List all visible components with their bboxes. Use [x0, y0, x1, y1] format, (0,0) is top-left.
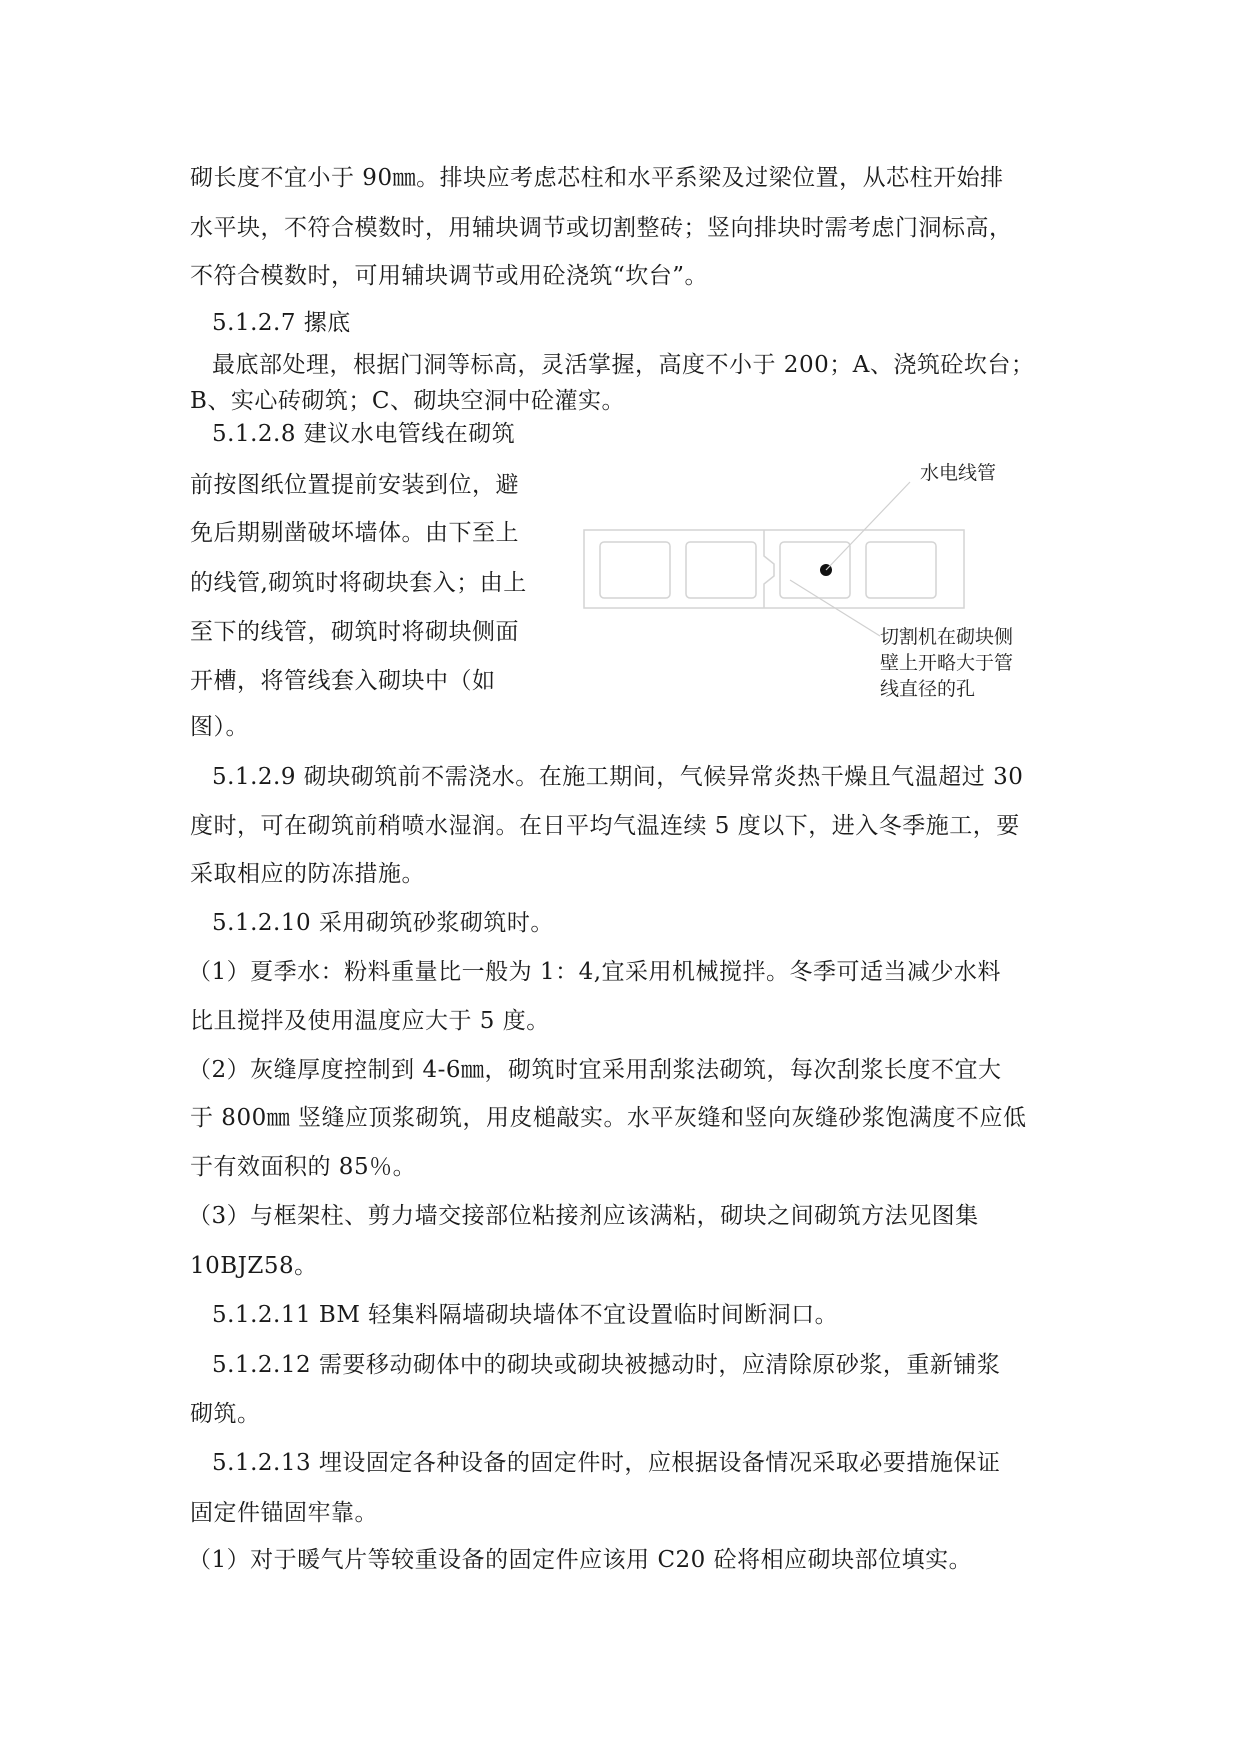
block-joint — [764, 530, 774, 608]
paragraph-line: 最底部处理，根据门洞等标高，灵活掌握，高度不小于 200；A、浇筑砼坎台； — [212, 352, 1035, 378]
list-item-line: （3）与框架柱、剪力墙交接部位粘接剂应该满粘，砌块之间砌筑方法见图集 — [188, 1203, 979, 1229]
paragraph-line: 的线管,砌筑时将砌块套入；由上 — [190, 570, 527, 596]
block-conduit-figure — [580, 460, 1060, 720]
paragraph-line: 免后期剔凿破坏墙体。由下至上 — [190, 520, 519, 546]
paragraph-line: 至下的线管，砌筑时将砌块侧面 — [190, 619, 519, 645]
list-item-line: （1）夏季水：粉料重量比一般为 1：4,宜采用机械搅拌。冬季可适当减少水料 — [188, 959, 1002, 985]
paragraph-line: 于 800㎜ 竖缝应顶浆砌筑，用皮槌敲实。水平灰缝和竖向灰缝砂浆饱满度不应低 — [190, 1105, 1027, 1131]
section-heading-5-1-2-10: 5.1.2.10 采用砌筑砂浆砌筑时。 — [212, 910, 554, 936]
block-diagram — [580, 460, 1060, 720]
block-cell — [866, 542, 936, 598]
paragraph-line: 砌筑。 — [190, 1401, 261, 1427]
section-heading-5-1-2-9: 5.1.2.9 砌块砌筑前不需浇水。在施工期间，气候异常炎热干燥且气温超过 30 — [212, 764, 1024, 790]
paragraph-line: 前按图纸位置提前安装到位，避 — [190, 472, 519, 498]
section-heading-5-1-2-7: 5.1.2.7 摞底 — [212, 310, 351, 336]
paragraph-line: 开槽，将管线套入砌块中（如 — [190, 668, 496, 694]
list-item-line: （1）对于暖气片等较重设备的固定件应该用 C20 砼将相应砌块部位填实。 — [188, 1547, 973, 1573]
paragraph-line: 不符合模数时，可用辅块调节或用砼浇筑“坎台”。 — [190, 263, 709, 289]
paragraph-line: 度时，可在砌筑前稍喷水湿润。在日平均气温连续 5 度以下，进入冬季施工，要 — [190, 813, 1020, 839]
section-heading-5-1-2-12: 5.1.2.12 需要移动砌体中的砌块或砌块被撼动时，应清除原砂浆，重新铺浆 — [212, 1352, 1001, 1378]
block-cell — [686, 542, 756, 598]
leader-line-top — [826, 482, 910, 570]
paragraph-line: 10BJZ58。 — [190, 1253, 318, 1279]
figure-label-hole: 线直径的孔 — [880, 678, 976, 700]
paragraph-line: 砌长度不宜小于 90㎜。排块应考虑芯柱和水平系梁及过梁位置，从芯柱开始排 — [190, 165, 1004, 191]
section-heading-5-1-2-8: 5.1.2.8 建议水电管线在砌筑 — [212, 421, 516, 447]
paragraph-line: 固定件锚固牢靠。 — [190, 1500, 378, 1526]
paragraph-line: 水平块，不符合模数时，用辅块调节或切割整砖；竖向排块时需考虑门洞标高， — [190, 215, 1013, 241]
block-cell — [780, 542, 850, 598]
paragraph-line: 比且搅拌及使用温度应大于 5 度。 — [190, 1008, 550, 1034]
paragraph-line: 于有效面积的 85％。 — [190, 1154, 417, 1180]
paragraph-line: 采取相应的防冻措施。 — [190, 861, 425, 887]
block-cell — [600, 542, 670, 598]
figure-label-hole: 壁上开略大于管 — [880, 652, 1014, 674]
paragraph-line: B、实心砖砌筑；C、砌块空洞中砼灌实。 — [190, 388, 625, 414]
paragraph-line: 图）。 — [190, 714, 249, 740]
figure-label-hole: 切割机在砌块侧 — [880, 626, 1014, 648]
figure-label-conduit: 水电线管 — [920, 462, 997, 484]
section-heading-5-1-2-13: 5.1.2.13 埋设固定各种设备的固定件时，应根据设备情况采取必要措施保证 — [212, 1450, 1001, 1476]
section-heading-5-1-2-11: 5.1.2.11 BM 轻集料隔墙砌块墙体不宜设置临时间断洞口。 — [212, 1302, 839, 1328]
list-item-line: （2）灰缝厚度控制到 4-6㎜，砌筑时宜采用刮浆法砌筑，每次刮浆长度不宜大 — [188, 1057, 1002, 1083]
